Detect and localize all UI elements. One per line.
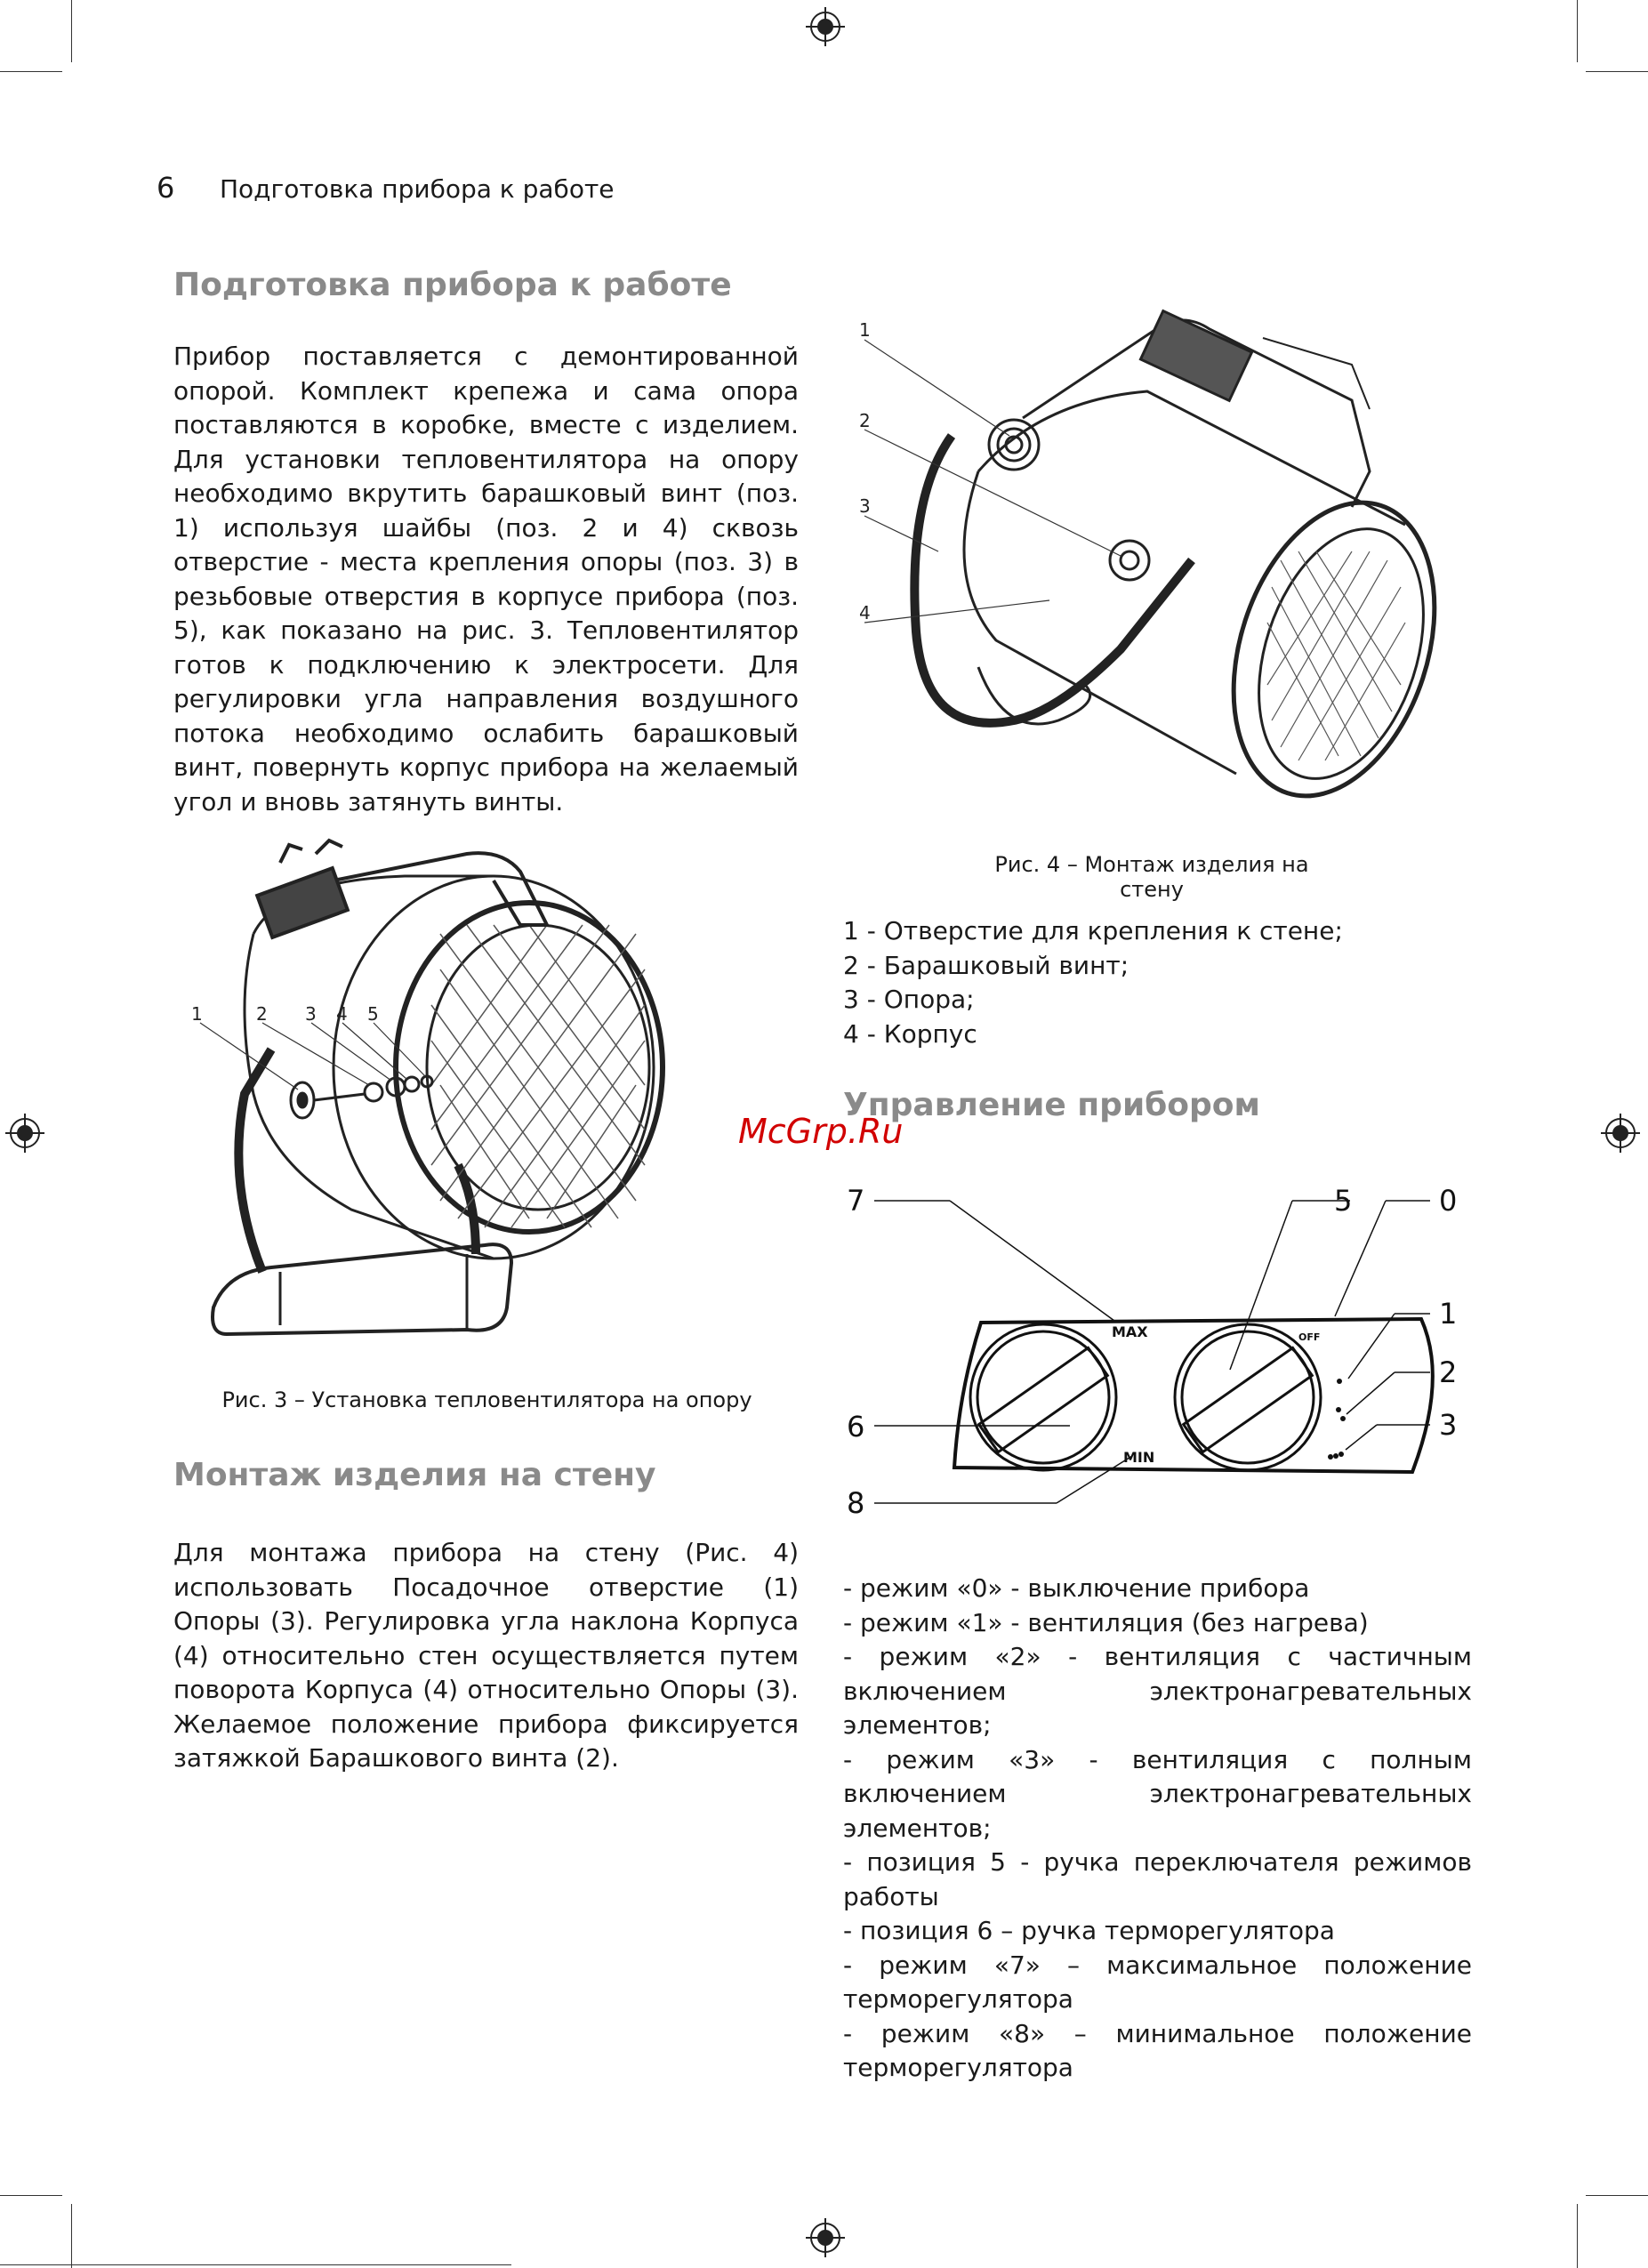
- crop-mark: [0, 71, 62, 72]
- registration-mark-top: [806, 7, 845, 46]
- mode-list: [843, 1572, 1472, 2086]
- fig4-label-3: 3: [859, 495, 871, 517]
- panel-max-text: MAX: [1112, 1323, 1148, 1340]
- fig3-label-4: 4: [336, 1003, 348, 1025]
- panel-label-3: 3: [1439, 1408, 1458, 1442]
- section-heading-preparation: Подготовка прибора к работе: [173, 267, 732, 303]
- mode-item: - режим «7» – максимальное положение терморегулятора: [843, 1950, 1472, 2014]
- legend-item: 3 - Опора;: [843, 985, 975, 1014]
- panel-min-text: MIN: [1123, 1449, 1155, 1466]
- registration-mark-right: [1601, 1114, 1640, 1153]
- control-panel-diagram: [843, 1178, 1483, 1516]
- figure-3-caption: Рис. 3 – Установка тепловентилятора на опору: [221, 1387, 752, 1412]
- legend-item: 2 - Барашковый винт;: [843, 950, 1129, 980]
- section-heading-control: Управление прибором: [843, 1087, 1260, 1123]
- mode-item: - позиция 6 – ручка терморегулятора: [843, 1916, 1335, 1945]
- panel-label-7: 7: [847, 1184, 865, 1218]
- fig4-label-2: 2: [859, 410, 871, 431]
- panel-label-8: 8: [847, 1486, 865, 1516]
- panel-label-0: 0: [1439, 1184, 1458, 1218]
- crop-mark: [1577, 0, 1578, 62]
- fig4-label-4: 4: [859, 602, 871, 623]
- wall-mount-paragraph: Для монтажа прибора на стену (Рис. 4) использовать Посадочное отверстие (1) Опоры (3). Регулировка угла наклона Корпуса (4) относительно стен осуществляется путем поворота Корпуса (4) относительно Опоры (3). Желаемое положение прибора фиксируется затяжкой Барашкового винта (2).: [173, 1538, 799, 1773]
- mode-item: - позиция 5 - ручка переключателя режимов работы: [843, 1847, 1472, 1911]
- preparation-paragraph: Прибор поставляется с демонтированной опорой. Комплект крепежа и сама опора поставляются в коробке, вместе с изделием. Для установки тепловентилятора на опору необходимо вкрутить барашковый винт (поз. 1) используя шайбы (поз. 2 и 4) сквозь отверстие - места крепления опоры (поз. 3) в резьбовые отверстия в корпусе прибора (поз. 5), как показано на рис. 3. Тепловентилятор готов к подключению к электросети. Для регулировки угла направления воздушного потока необходимо ослабить барашковый винт, повернуть корпус прибора на желаемый угол и вновь затянуть винты.: [173, 342, 799, 816]
- panel-label-1: 1: [1439, 1297, 1458, 1331]
- watermark: McGrp.Ru: [738, 1112, 904, 1151]
- fig3-label-2: 2: [256, 1003, 268, 1025]
- fig3-label-5: 5: [367, 1003, 379, 1025]
- panel-label-6: 6: [847, 1410, 865, 1444]
- panel-label-5: 5: [1334, 1184, 1353, 1218]
- registration-mark-bottom: [806, 2218, 845, 2257]
- crop-mark: [0, 2264, 511, 2265]
- crop-mark: [0, 2195, 62, 2196]
- mode-item: - режим «8» – минимальное положение терморегулятора: [843, 2018, 1472, 2082]
- figure-3-heater-on-stand: [173, 827, 814, 1352]
- mode-item: - режим «3» - вентиляция с полным включением электронагревательных элементов;: [843, 1744, 1472, 1843]
- crop-mark: [1577, 2204, 1578, 2268]
- fig4-label-1: 1: [859, 319, 871, 341]
- mode-item: - режим «0» - выключение прибора: [843, 1573, 1310, 1603]
- page-number: 6: [157, 171, 175, 205]
- crop-mark: [1586, 71, 1648, 72]
- figure-4-legend: [843, 914, 1537, 1051]
- running-header-title: Подготовка прибора к работе: [220, 174, 615, 204]
- crop-mark: [71, 0, 72, 62]
- panel-label-2: 2: [1439, 1355, 1458, 1389]
- figure-4-caption: Рис. 4 – Монтаж изделия на стену: [994, 852, 1309, 902]
- fig3-label-1: 1: [191, 1003, 203, 1025]
- mode-item: - режим «1» - вентиляция (без нагрева): [843, 1607, 1369, 1637]
- registration-mark-left: [5, 1114, 44, 1153]
- mode-item: - режим «2» - вентиляция с частичным включением электронагревательных элементов;: [843, 1642, 1472, 1740]
- legend-item: 4 - Корпус: [843, 1018, 977, 1049]
- fig3-label-3: 3: [305, 1003, 317, 1025]
- figure-4-wall-mount-drawing: [854, 294, 1459, 809]
- crop-mark: [1586, 2195, 1648, 2196]
- crop-mark: [71, 2204, 72, 2268]
- panel-off-text: OFF: [1298, 1331, 1321, 1343]
- section-heading-wall-mount: Монтаж изделия на стену: [173, 1457, 656, 1493]
- legend-item: 1 - Отверстие для крепления к стене;: [843, 916, 1343, 945]
